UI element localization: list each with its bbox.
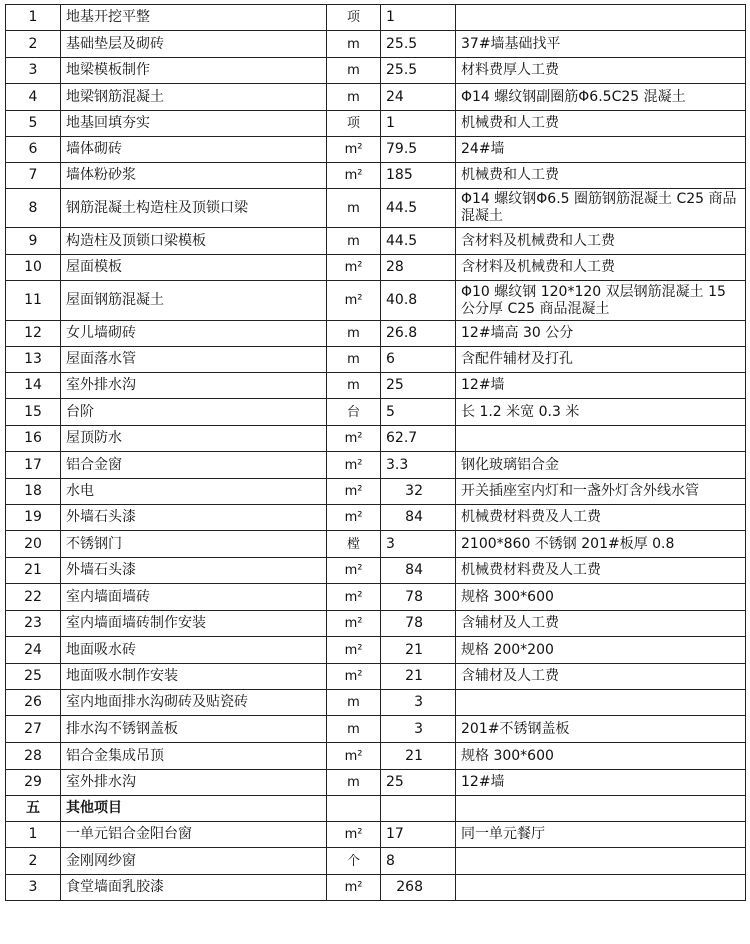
unit-cell: 项 bbox=[327, 111, 381, 137]
item-name-cell: 地梁模板制作 bbox=[61, 58, 327, 84]
quantity-cell: 6 bbox=[381, 347, 456, 373]
quantity-cell: 3 bbox=[381, 716, 456, 743]
unit-cell: m² bbox=[327, 822, 381, 848]
table-row bbox=[6, 255, 746, 281]
quantity-cell: 24 bbox=[381, 84, 456, 111]
remark-cell: 24#墙 bbox=[456, 137, 746, 163]
unit-cell: m bbox=[327, 770, 381, 796]
item-name-cell: 排水沟不锈钢盖板 bbox=[61, 716, 327, 743]
remark-cell: 含配件辅材及打孔 bbox=[456, 347, 746, 373]
table-row bbox=[6, 281, 746, 321]
quantity-cell: 3 bbox=[381, 531, 456, 558]
item-name-cell: 其他项目 bbox=[61, 796, 327, 822]
unit-cell: m² bbox=[327, 558, 381, 584]
row-number-cell: 16 bbox=[6, 426, 61, 452]
remark-cell: 12#墙高 30 公分 bbox=[456, 321, 746, 347]
item-name-cell: 屋面落水管 bbox=[61, 347, 327, 373]
unit-cell: 个 bbox=[327, 848, 381, 875]
table-body bbox=[6, 5, 746, 901]
table-row bbox=[6, 84, 746, 111]
remark-cell: Φ14 螺纹钢副圈筋Φ6.5C25 混凝土 bbox=[456, 84, 746, 111]
quantity-cell: 25 bbox=[381, 373, 456, 399]
row-number-cell: 27 bbox=[6, 716, 61, 743]
table-row bbox=[6, 426, 746, 452]
quantity-cell: 62.7 bbox=[381, 426, 456, 452]
remark-cell: 规格 300*600 bbox=[456, 584, 746, 611]
quantity-cell: 28 bbox=[381, 255, 456, 281]
item-name-cell: 台阶 bbox=[61, 399, 327, 426]
item-name-cell: 室内墙面墙砖 bbox=[61, 584, 327, 611]
item-name-cell: 外墙石头漆 bbox=[61, 505, 327, 531]
quantity-cell: 84 bbox=[381, 558, 456, 584]
item-name-cell: 地梁钢筋混凝土 bbox=[61, 84, 327, 111]
unit-cell: m bbox=[327, 31, 381, 58]
unit-cell: m² bbox=[327, 137, 381, 163]
row-number-cell: 1 bbox=[6, 5, 61, 31]
remark-cell bbox=[456, 5, 746, 31]
remark-cell bbox=[456, 690, 746, 716]
remark-cell bbox=[456, 875, 746, 901]
remark-cell: 规格 200*200 bbox=[456, 637, 746, 664]
remark-cell: 含辅材及人工费 bbox=[456, 664, 746, 690]
quantity-cell: 44.5 bbox=[381, 189, 456, 228]
remark-cell: 2100*860 不锈钢 201#板厚 0.8 bbox=[456, 531, 746, 558]
row-number-cell: 24 bbox=[6, 637, 61, 664]
table-row bbox=[6, 228, 746, 255]
table-row bbox=[6, 58, 746, 84]
row-number-cell: 3 bbox=[6, 875, 61, 901]
remark-cell: 钢化玻璃铝合金 bbox=[456, 452, 746, 479]
quantity-cell: 3 bbox=[381, 690, 456, 716]
remark-cell: 规格 300*600 bbox=[456, 743, 746, 770]
item-name-cell: 不锈钢门 bbox=[61, 531, 327, 558]
item-name-cell: 室外排水沟 bbox=[61, 770, 327, 796]
unit-cell: m² bbox=[327, 664, 381, 690]
row-number-cell: 29 bbox=[6, 770, 61, 796]
item-name-cell: 屋面钢筋混凝土 bbox=[61, 281, 327, 321]
row-number-cell: 12 bbox=[6, 321, 61, 347]
row-number-cell: 25 bbox=[6, 664, 61, 690]
quantity-cell bbox=[381, 796, 456, 822]
quantity-table bbox=[5, 4, 746, 901]
remark-cell: 37#墙基础找平 bbox=[456, 31, 746, 58]
quantity-cell: 78 bbox=[381, 584, 456, 611]
unit-cell: m² bbox=[327, 255, 381, 281]
quantity-cell: 40.8 bbox=[381, 281, 456, 321]
quantity-cell: 17 bbox=[381, 822, 456, 848]
remark-cell: 开关插座室内灯和一盏外灯含外线水管 bbox=[456, 479, 746, 505]
table-row bbox=[6, 347, 746, 373]
unit-cell: m bbox=[327, 189, 381, 228]
row-number-cell: 15 bbox=[6, 399, 61, 426]
item-name-cell: 地面吸水砖 bbox=[61, 637, 327, 664]
row-number-cell: 21 bbox=[6, 558, 61, 584]
remark-cell bbox=[456, 796, 746, 822]
remark-cell: 201#不锈钢盖板 bbox=[456, 716, 746, 743]
quantity-cell: 32 bbox=[381, 479, 456, 505]
remark-cell: 机械费材料费及人工费 bbox=[456, 558, 746, 584]
quantity-cell: 25.5 bbox=[381, 58, 456, 84]
remark-cell: 12#墙 bbox=[456, 770, 746, 796]
row-number-cell: 20 bbox=[6, 531, 61, 558]
unit-cell: m² bbox=[327, 479, 381, 505]
row-number-cell: 5 bbox=[6, 111, 61, 137]
item-name-cell: 金刚网纱窗 bbox=[61, 848, 327, 875]
row-number-cell: 3 bbox=[6, 58, 61, 84]
remark-cell: 同一单元餐厅 bbox=[456, 822, 746, 848]
unit-cell: m² bbox=[327, 505, 381, 531]
item-name-cell: 屋面模板 bbox=[61, 255, 327, 281]
item-name-cell: 地基回填夯实 bbox=[61, 111, 327, 137]
table-row bbox=[6, 31, 746, 58]
row-number-cell: 17 bbox=[6, 452, 61, 479]
remark-cell bbox=[456, 426, 746, 452]
quantity-cell: 79.5 bbox=[381, 137, 456, 163]
quantity-cell: 25.5 bbox=[381, 31, 456, 58]
item-name-cell: 钢筋混凝土构造柱及顶锁口梁 bbox=[61, 189, 327, 228]
unit-cell: 樘 bbox=[327, 531, 381, 558]
row-number-cell: 26 bbox=[6, 690, 61, 716]
item-name-cell: 地基开挖平整 bbox=[61, 5, 327, 31]
table-row bbox=[6, 137, 746, 163]
quantity-cell: 21 bbox=[381, 637, 456, 664]
unit-cell: 台 bbox=[327, 399, 381, 426]
remark-cell: 长 1.2 米宽 0.3 米 bbox=[456, 399, 746, 426]
section-row bbox=[6, 796, 746, 822]
quantity-cell: 25 bbox=[381, 770, 456, 796]
table-row bbox=[6, 531, 746, 558]
row-number-cell: 18 bbox=[6, 479, 61, 505]
table-row bbox=[6, 716, 746, 743]
remark-cell: 含材料及机械费和人工费 bbox=[456, 228, 746, 255]
row-number-cell: 2 bbox=[6, 31, 61, 58]
table-row bbox=[6, 611, 746, 637]
unit-cell: m² bbox=[327, 743, 381, 770]
remark-cell: 含辅材及人工费 bbox=[456, 611, 746, 637]
row-number-cell: 14 bbox=[6, 373, 61, 399]
table-row bbox=[6, 875, 746, 901]
unit-cell: 项 bbox=[327, 5, 381, 31]
unit-cell: m bbox=[327, 373, 381, 399]
item-name-cell: 室外排水沟 bbox=[61, 373, 327, 399]
item-name-cell: 墙体粉砂浆 bbox=[61, 163, 327, 189]
table-row bbox=[6, 822, 746, 848]
row-number-cell: 五 bbox=[6, 796, 61, 822]
quantity-cell: 185 bbox=[381, 163, 456, 189]
row-number-cell: 11 bbox=[6, 281, 61, 321]
quantity-cell: 5 bbox=[381, 399, 456, 426]
table-row bbox=[6, 637, 746, 664]
table-row bbox=[6, 321, 746, 347]
quantity-cell: 268 bbox=[381, 875, 456, 901]
unit-cell: m bbox=[327, 58, 381, 84]
table-row bbox=[6, 584, 746, 611]
item-name-cell: 地面吸水制作安装 bbox=[61, 664, 327, 690]
table-row bbox=[6, 770, 746, 796]
remark-cell bbox=[456, 848, 746, 875]
row-number-cell: 9 bbox=[6, 228, 61, 255]
remark-cell: 12#墙 bbox=[456, 373, 746, 399]
row-number-cell: 7 bbox=[6, 163, 61, 189]
table-row bbox=[6, 848, 746, 875]
item-name-cell: 构造柱及顶锁口梁模板 bbox=[61, 228, 327, 255]
quantity-cell: 26.8 bbox=[381, 321, 456, 347]
item-name-cell: 水电 bbox=[61, 479, 327, 505]
remark-cell: 含材料及机械费和人工费 bbox=[456, 255, 746, 281]
remark-cell: 机械费和人工费 bbox=[456, 163, 746, 189]
unit-cell bbox=[327, 796, 381, 822]
quantity-cell: 21 bbox=[381, 743, 456, 770]
table-row bbox=[6, 373, 746, 399]
unit-cell: m² bbox=[327, 163, 381, 189]
quantity-cell: 78 bbox=[381, 611, 456, 637]
quantity-cell: 1 bbox=[381, 111, 456, 137]
unit-cell: m² bbox=[327, 584, 381, 611]
table-row bbox=[6, 189, 746, 228]
quantity-cell: 3.3 bbox=[381, 452, 456, 479]
table-row bbox=[6, 505, 746, 531]
row-number-cell: 19 bbox=[6, 505, 61, 531]
row-number-cell: 23 bbox=[6, 611, 61, 637]
table-row bbox=[6, 743, 746, 770]
quantity-cell: 8 bbox=[381, 848, 456, 875]
row-number-cell: 6 bbox=[6, 137, 61, 163]
item-name-cell: 食堂墙面乳胶漆 bbox=[61, 875, 327, 901]
unit-cell: m bbox=[327, 690, 381, 716]
quantity-cell: 1 bbox=[381, 5, 456, 31]
table-row bbox=[6, 479, 746, 505]
table-row bbox=[6, 664, 746, 690]
unit-cell: m² bbox=[327, 611, 381, 637]
table-row bbox=[6, 452, 746, 479]
item-name-cell: 室内地面排水沟砌砖及贴瓷砖 bbox=[61, 690, 327, 716]
quantity-cell: 44.5 bbox=[381, 228, 456, 255]
table-row bbox=[6, 399, 746, 426]
unit-cell: m bbox=[327, 716, 381, 743]
unit-cell: m bbox=[327, 347, 381, 373]
row-number-cell: 22 bbox=[6, 584, 61, 611]
item-name-cell: 一单元铝合金阳台窗 bbox=[61, 822, 327, 848]
unit-cell: m² bbox=[327, 875, 381, 901]
row-number-cell: 28 bbox=[6, 743, 61, 770]
remark-cell: 材料费厚人工费 bbox=[456, 58, 746, 84]
table-row bbox=[6, 690, 746, 716]
item-name-cell: 屋顶防水 bbox=[61, 426, 327, 452]
remark-cell: Φ14 螺纹钢Φ6.5 圈筋钢筋混凝土 C25 商品混凝土 bbox=[456, 189, 746, 228]
item-name-cell: 外墙石头漆 bbox=[61, 558, 327, 584]
row-number-cell: 2 bbox=[6, 848, 61, 875]
item-name-cell: 铝合金集成吊顶 bbox=[61, 743, 327, 770]
table-row bbox=[6, 163, 746, 189]
unit-cell: m² bbox=[327, 281, 381, 321]
item-name-cell: 铝合金窗 bbox=[61, 452, 327, 479]
item-name-cell: 女儿墙砌砖 bbox=[61, 321, 327, 347]
row-number-cell: 8 bbox=[6, 189, 61, 228]
row-number-cell: 13 bbox=[6, 347, 61, 373]
table-row bbox=[6, 111, 746, 137]
quantity-cell: 84 bbox=[381, 505, 456, 531]
item-name-cell: 基础垫层及砌砖 bbox=[61, 31, 327, 58]
table-row bbox=[6, 5, 746, 31]
remark-cell: Φ10 螺纹钢 120*120 双层钢筋混凝土 15 公分厚 C25 商品混凝土 bbox=[456, 281, 746, 321]
row-number-cell: 10 bbox=[6, 255, 61, 281]
item-name-cell: 墙体砌砖 bbox=[61, 137, 327, 163]
unit-cell: m² bbox=[327, 637, 381, 664]
unit-cell: m² bbox=[327, 452, 381, 479]
item-name-cell: 室内墙面墙砖制作安装 bbox=[61, 611, 327, 637]
remark-cell: 机械费材料费及人工费 bbox=[456, 505, 746, 531]
unit-cell: m bbox=[327, 321, 381, 347]
row-number-cell: 1 bbox=[6, 822, 61, 848]
quantity-cell: 21 bbox=[381, 664, 456, 690]
remark-cell: 机械费和人工费 bbox=[456, 111, 746, 137]
row-number-cell: 4 bbox=[6, 84, 61, 111]
unit-cell: m² bbox=[327, 426, 381, 452]
table-row bbox=[6, 558, 746, 584]
unit-cell: m bbox=[327, 84, 381, 111]
unit-cell: m bbox=[327, 228, 381, 255]
